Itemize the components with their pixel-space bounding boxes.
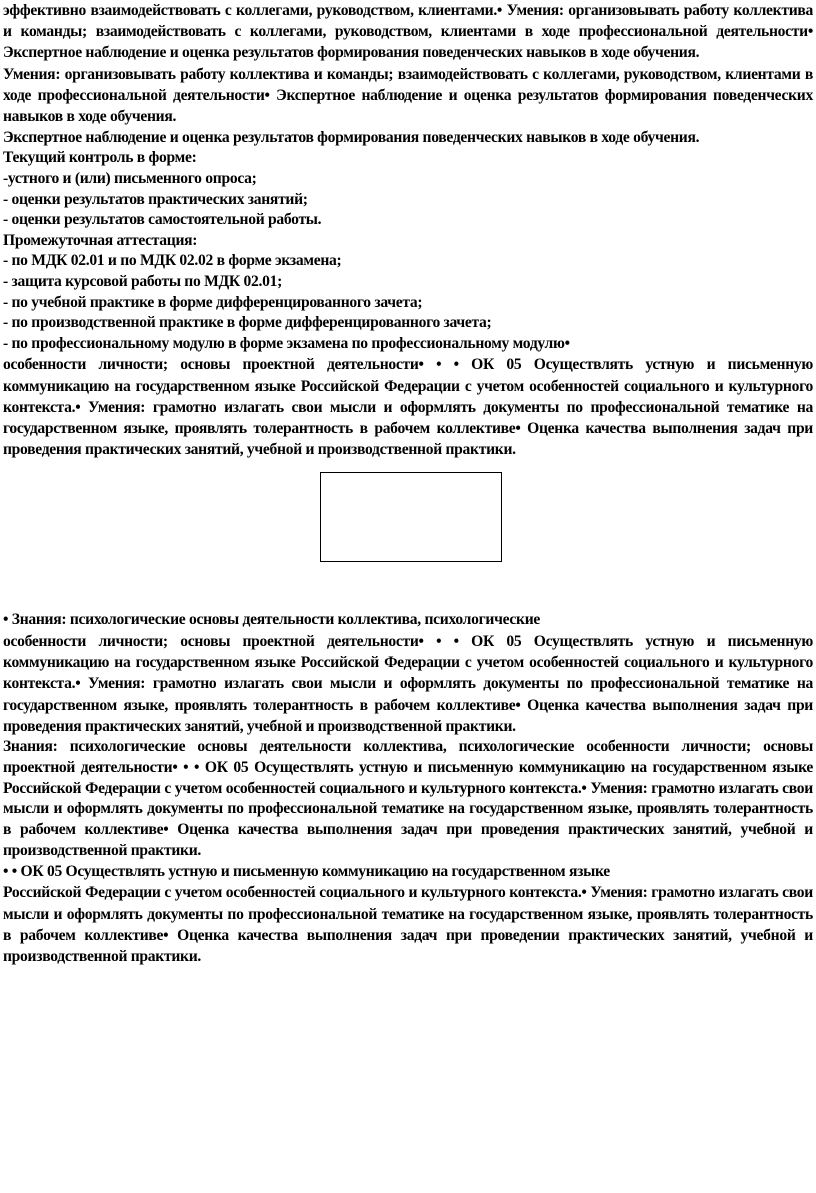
current-control-item: - оценки результатов самостоятельной работы. — [3, 211, 322, 229]
intermediate-heading: Промежуточная аттестация: — [3, 231, 198, 249]
empty-image-frame — [320, 472, 502, 562]
intermediate-item: - по профессиональному модулю в форме экзамена по профессиональному модулю• — [3, 334, 570, 352]
knowledge-line: • Знания: психологические основы деятельности коллектива, психологические — [3, 611, 541, 629]
intermediate-certification-section — [3, 231, 813, 355]
current-control-item: -устного и (или) письменного опроса; — [3, 170, 257, 188]
paragraph-skills-2: Умения: организовывать работу коллектива и команды; взаимодействовать с коллегами, руководством, клиентами в ходе профессиональной деятельности• Экспертное наблюдение и оценка результатов формирования поведенческих навыков в ходе обучения. — [3, 65, 813, 126]
spacer — [3, 562, 813, 610]
current-control-section — [3, 148, 813, 230]
paragraph-skills-1: эффективно взаимодействовать с коллегами, руководством, клиентами.• Умения: организовывать работу коллектива и команды; взаимодействовать с коллегами, руководством, клиентами в ходе профессиональной деятельности• Экспертное наблюдение и оценка результатов формирования поведенческих навыков в ходе обучения. — [3, 2, 813, 62]
paragraph-final: Российской Федерации с учетом особенностей социального и культурного контекста.• Умения: грамотно излагать свои мысли и оформлять документы по профессиональной тематике на государственном языке, проявлять толерантность в рабочем коллективе• Оценка качества выполнения задач при проведении практических занятий, учебной и производственной практики. — [3, 884, 813, 965]
paragraph-knowledge-full: Знания: психологические основы деятельности коллектива, психологические особенности личности; основы проектной деятельности• • • ОК 05 Осуществлять устную и письменную коммуникацию на государственном языке Российской Федерации с учетом особенностей социального и культурного контекста.• Умения: грамотно излагать свои мысли и оформлять документы по профессиональной тематике на государственном языке, проявлять толерантность в рабочем коллективе• Оценка качества выполнения задач при проведения практических занятий, учебной и производственной практики. — [3, 737, 813, 859]
intermediate-item: - по учебной практике в форме дифференцированного зачета; — [3, 293, 423, 311]
intermediate-item: - по МДК 02.01 и по МДК 02.02 в форме экзамена; — [3, 252, 342, 270]
intermediate-item: - защита курсовой работы по МДК 02.01; — [3, 272, 283, 290]
ok05-line: • • ОК 05 Осуществлять устную и письменную коммуникацию на государственном языке — [3, 862, 610, 880]
paragraph-assessment: Экспертное наблюдение и оценка результатов формирования поведенческих навыков в ходе обучения. — [3, 129, 700, 147]
paragraph-ok05-b: особенности личности; основы проектной деятельности• • • ОК 05 Осуществлять устную и письменную коммуникацию на государственном языке Российской Федерации с учетом особенностей социального и культурного контекста.• Умения: грамотно излагать свои мысли и оформлять документы по профессиональной тематике на государственном языке, проявлять толерантность в рабочем коллективе• Оценка качества выполнения задач при проведения практических занятий, учебной и производственной практики. — [3, 632, 813, 735]
intermediate-item: - по производственной практике в форме дифференцированного зачета; — [3, 314, 492, 332]
document-page — [3, 0, 813, 967]
current-control-item: - оценки результатов практических занятий; — [3, 190, 308, 208]
current-control-heading: Текущий контроль в форме: — [3, 149, 197, 167]
paragraph-ok05-a: особенности личности; основы проектной деятельности• • • ОК 05 Осуществлять устную и письменную коммуникацию на государственном языке Российской Федерации с учетом особенностей социального и культурного контекста.• Умения: грамотно излагать свои мысли и оформлять документы по профессиональной тематике на государственном языке, проявлять толерантность в рабочем коллективе• Оценка качества выполнения задач при проведения практических занятий, учебной и производственной практики. — [3, 356, 813, 459]
